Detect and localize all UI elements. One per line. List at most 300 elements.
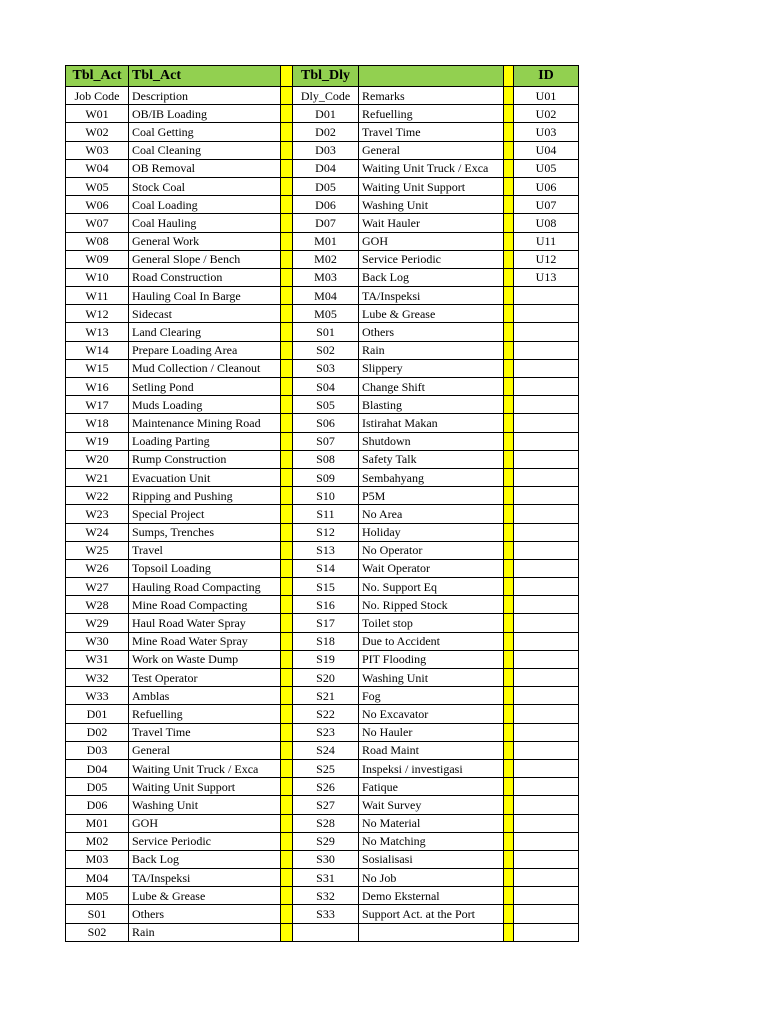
description-cell: General Slope / Bench — [129, 250, 281, 268]
separator-cell — [504, 869, 514, 887]
job-code-cell: W32 — [66, 669, 129, 687]
description-cell: TA/Inspeksi — [129, 869, 281, 887]
remarks-cell: Refuelling — [359, 105, 504, 123]
separator-cell — [281, 450, 293, 468]
separator-cell — [504, 323, 514, 341]
separator-cell — [504, 414, 514, 432]
table-row — [66, 814, 579, 832]
description-cell: Maintenance Mining Road — [129, 414, 281, 432]
job-code-cell: M03 — [66, 850, 129, 868]
description-cell: Rain — [129, 923, 281, 941]
description-cell: Sumps, Trenches — [129, 523, 281, 541]
separator-cell — [281, 378, 293, 396]
header-tbl-act-description: Tbl_Act — [129, 66, 281, 87]
separator-cell — [281, 814, 293, 832]
separator-cell — [281, 305, 293, 323]
id-cell — [514, 705, 579, 723]
job-code-cell: W25 — [66, 541, 129, 559]
description-cell: Special Project — [129, 505, 281, 523]
table-row — [66, 505, 579, 523]
id-cell — [514, 887, 579, 905]
remarks-cell: No. Support Eq — [359, 578, 504, 596]
remarks-cell: Istirahat Makan — [359, 414, 504, 432]
delay-code-cell: S29 — [293, 832, 359, 850]
description-cell: Amblas — [129, 687, 281, 705]
job-code-cell: W04 — [66, 159, 129, 177]
delay-code-cell: S07 — [293, 432, 359, 450]
separator-cell — [504, 214, 514, 232]
id-cell — [514, 432, 579, 450]
id-cell — [514, 541, 579, 559]
separator-cell — [281, 196, 293, 214]
separator-cell — [504, 632, 514, 650]
table-row — [66, 487, 579, 505]
delay-code-cell: S09 — [293, 468, 359, 486]
table-row — [66, 105, 579, 123]
table-row — [66, 250, 579, 268]
description-cell: Service Periodic — [129, 832, 281, 850]
description-cell: Hauling Coal In Barge — [129, 287, 281, 305]
header-tbl-dly-code: Tbl_Dly — [293, 66, 359, 87]
description-cell: General Work — [129, 232, 281, 250]
delay-code-cell: M04 — [293, 287, 359, 305]
separator-cell — [281, 759, 293, 777]
description-cell: Road Construction — [129, 268, 281, 286]
description-cell: Test Operator — [129, 669, 281, 687]
remarks-cell: No Area — [359, 505, 504, 523]
id-cell: U11 — [514, 232, 579, 250]
separator-cell — [504, 232, 514, 250]
job-code-cell: W07 — [66, 214, 129, 232]
separator-cell — [504, 541, 514, 559]
remarks-cell: Waiting Unit Truck / Exca — [359, 159, 504, 177]
job-code-cell: M05 — [66, 887, 129, 905]
table-row — [66, 268, 579, 286]
description-cell: OB/IB Loading — [129, 105, 281, 123]
job-code-cell: W28 — [66, 596, 129, 614]
remarks-cell: Fatique — [359, 778, 504, 796]
table-row — [66, 796, 579, 814]
separator-cell — [504, 687, 514, 705]
separator-cell — [504, 796, 514, 814]
delay-code-cell: D05 — [293, 177, 359, 195]
separator-cell — [281, 141, 293, 159]
job-code-cell: W24 — [66, 523, 129, 541]
id-cell — [514, 832, 579, 850]
separator-cell — [281, 268, 293, 286]
id-cell — [514, 850, 579, 868]
remarks-cell: Toilet stop — [359, 614, 504, 632]
id-cell — [514, 905, 579, 923]
remarks-cell: Wait Operator — [359, 559, 504, 577]
remarks-cell: Shutdown — [359, 432, 504, 450]
job-code-cell: D06 — [66, 796, 129, 814]
description-cell: Loading Parting — [129, 432, 281, 450]
separator-cell — [504, 705, 514, 723]
codes-table — [65, 65, 579, 942]
id-cell — [514, 869, 579, 887]
separator-cell — [504, 432, 514, 450]
table-row — [66, 687, 579, 705]
table-row — [66, 923, 579, 941]
description-cell: Waiting Unit Support — [129, 778, 281, 796]
remarks-cell: TA/Inspeksi — [359, 287, 504, 305]
description-cell: GOH — [129, 814, 281, 832]
description-cell: Stock Coal — [129, 177, 281, 195]
id-cell — [514, 578, 579, 596]
remarks-cell: Wait Survey — [359, 796, 504, 814]
description-cell: Travel Time — [129, 723, 281, 741]
remarks-cell: Sosialisasi — [359, 850, 504, 868]
delay-code-cell: M03 — [293, 268, 359, 286]
separator-cell — [281, 705, 293, 723]
job-code-cell: W18 — [66, 414, 129, 432]
remarks-cell — [359, 923, 504, 941]
separator-cell — [281, 541, 293, 559]
description-cell: Haul Road Water Spray — [129, 614, 281, 632]
remarks-cell: Slippery — [359, 359, 504, 377]
separator-cell — [504, 923, 514, 941]
delay-code-cell: D02 — [293, 123, 359, 141]
separator-cell — [281, 887, 293, 905]
separator-cell — [504, 305, 514, 323]
id-cell — [514, 687, 579, 705]
separator-cell — [281, 669, 293, 687]
separator-cell — [281, 287, 293, 305]
description-cell: Rump Construction — [129, 450, 281, 468]
description-cell: Muds Loading — [129, 396, 281, 414]
id-cell: U02 — [514, 105, 579, 123]
job-code-cell: W14 — [66, 341, 129, 359]
table-row — [66, 323, 579, 341]
job-code-cell: W15 — [66, 359, 129, 377]
table-row — [66, 905, 579, 923]
job-code-cell: W05 — [66, 177, 129, 195]
remarks-cell: Road Maint — [359, 741, 504, 759]
table-row — [66, 632, 579, 650]
id-cell — [514, 468, 579, 486]
id-cell: U06 — [514, 177, 579, 195]
delay-code-cell: S24 — [293, 741, 359, 759]
id-cell: U04 — [514, 141, 579, 159]
separator-cell — [281, 232, 293, 250]
table-row — [66, 305, 579, 323]
table-row — [66, 396, 579, 414]
description-cell: Travel — [129, 541, 281, 559]
delay-code-cell: S26 — [293, 778, 359, 796]
delay-code-cell: S33 — [293, 905, 359, 923]
subheader-job-code: Job Code — [66, 87, 129, 105]
separator-cell — [281, 578, 293, 596]
id-cell — [514, 414, 579, 432]
id-cell — [514, 323, 579, 341]
delay-code-cell: S17 — [293, 614, 359, 632]
id-cell — [514, 378, 579, 396]
description-cell: Back Log — [129, 850, 281, 868]
separator-cell — [281, 778, 293, 796]
id-cell — [514, 650, 579, 668]
remarks-cell: Travel Time — [359, 123, 504, 141]
separator-cell — [504, 196, 514, 214]
remarks-cell: Wait Hauler — [359, 214, 504, 232]
job-code-cell: D02 — [66, 723, 129, 741]
separator-cell — [281, 105, 293, 123]
separator-cell — [504, 723, 514, 741]
job-code-cell: D05 — [66, 778, 129, 796]
separator-cell — [504, 468, 514, 486]
header-id: ID — [514, 66, 579, 87]
id-cell — [514, 796, 579, 814]
table-row — [66, 177, 579, 195]
delay-code-cell: D04 — [293, 159, 359, 177]
description-cell: Mine Road Water Spray — [129, 632, 281, 650]
delay-code-cell: S21 — [293, 687, 359, 705]
job-code-cell: D04 — [66, 759, 129, 777]
table-row — [66, 414, 579, 432]
description-cell: Lube & Grease — [129, 887, 281, 905]
separator-cell — [504, 578, 514, 596]
table-row — [66, 741, 579, 759]
header-row — [66, 66, 579, 87]
remarks-cell: No Excavator — [359, 705, 504, 723]
separator-cell — [504, 177, 514, 195]
separator-cell — [504, 523, 514, 541]
delay-code-cell: S20 — [293, 669, 359, 687]
table-row — [66, 614, 579, 632]
remarks-cell: Safety Talk — [359, 450, 504, 468]
job-code-cell: W17 — [66, 396, 129, 414]
id-cell — [514, 359, 579, 377]
job-code-cell: W01 — [66, 105, 129, 123]
table-row — [66, 705, 579, 723]
id-cell: U03 — [514, 123, 579, 141]
table-row — [66, 869, 579, 887]
header-tbl-act-code: Tbl_Act — [66, 66, 129, 87]
subheader-description: Description — [129, 87, 281, 105]
job-code-cell: W11 — [66, 287, 129, 305]
description-cell: Coal Loading — [129, 196, 281, 214]
job-code-cell: S01 — [66, 905, 129, 923]
separator-cell — [281, 487, 293, 505]
id-cell — [514, 632, 579, 650]
job-code-cell: W03 — [66, 141, 129, 159]
id-cell — [514, 614, 579, 632]
job-code-cell: W26 — [66, 559, 129, 577]
table-row — [66, 432, 579, 450]
job-code-cell: W21 — [66, 468, 129, 486]
id-cell — [514, 396, 579, 414]
separator-cell — [504, 814, 514, 832]
description-cell: Topsoil Loading — [129, 559, 281, 577]
separator-cell — [504, 450, 514, 468]
description-cell: Refuelling — [129, 705, 281, 723]
delay-code-cell: S28 — [293, 814, 359, 832]
separator-cell — [504, 741, 514, 759]
description-cell: General — [129, 741, 281, 759]
delay-code-cell: S05 — [293, 396, 359, 414]
separator-cell — [281, 468, 293, 486]
delay-code-cell — [293, 923, 359, 941]
separator-cell — [281, 687, 293, 705]
table-row — [66, 541, 579, 559]
remarks-cell: Sembahyang — [359, 468, 504, 486]
description-cell: Work on Waste Dump — [129, 650, 281, 668]
table-row — [66, 468, 579, 486]
table-row — [66, 596, 579, 614]
separator-cell — [281, 523, 293, 541]
job-code-cell: M02 — [66, 832, 129, 850]
separator-cell — [504, 850, 514, 868]
separator-cell — [281, 596, 293, 614]
remarks-cell: Waiting Unit Support — [359, 177, 504, 195]
separator-cell — [504, 378, 514, 396]
table-row — [66, 341, 579, 359]
delay-code-cell: S14 — [293, 559, 359, 577]
separator-cell — [281, 123, 293, 141]
id-cell — [514, 523, 579, 541]
remarks-cell: Washing Unit — [359, 669, 504, 687]
description-cell: OB Removal — [129, 159, 281, 177]
separator-cell — [281, 359, 293, 377]
remarks-cell: General — [359, 141, 504, 159]
separator-cell — [281, 869, 293, 887]
description-cell: Others — [129, 905, 281, 923]
separator-cell — [504, 396, 514, 414]
job-code-cell: S02 — [66, 923, 129, 941]
delay-code-cell: D07 — [293, 214, 359, 232]
job-code-cell: M04 — [66, 869, 129, 887]
job-code-cell: W30 — [66, 632, 129, 650]
id-cell — [514, 669, 579, 687]
table-row — [66, 232, 579, 250]
id-cell — [514, 596, 579, 614]
table-row — [66, 832, 579, 850]
table-row — [66, 214, 579, 232]
job-code-cell: W09 — [66, 250, 129, 268]
id-cell — [514, 759, 579, 777]
job-code-cell: D03 — [66, 741, 129, 759]
separator-cell — [281, 741, 293, 759]
job-code-cell: W23 — [66, 505, 129, 523]
remarks-cell: Due to Accident — [359, 632, 504, 650]
remarks-cell: No. Ripped Stock — [359, 596, 504, 614]
id-cell — [514, 341, 579, 359]
separator-cell — [504, 832, 514, 850]
remarks-cell: Service Periodic — [359, 250, 504, 268]
remarks-cell: Lube & Grease — [359, 305, 504, 323]
delay-code-cell: S22 — [293, 705, 359, 723]
remarks-cell: Holiday — [359, 523, 504, 541]
table-row — [66, 669, 579, 687]
table-row — [66, 887, 579, 905]
id-cell — [514, 723, 579, 741]
separator-cell — [281, 832, 293, 850]
job-code-cell: W33 — [66, 687, 129, 705]
separator-cell — [281, 432, 293, 450]
separator-cell — [281, 177, 293, 195]
separator-cell — [504, 66, 514, 87]
remarks-cell: No Hauler — [359, 723, 504, 741]
subheader-dly-code: Dly_Code — [293, 87, 359, 105]
job-code-cell: W16 — [66, 378, 129, 396]
description-cell: Waiting Unit Truck / Exca — [129, 759, 281, 777]
id-cell — [514, 814, 579, 832]
separator-cell — [281, 923, 293, 941]
delay-code-cell: M05 — [293, 305, 359, 323]
separator-cell — [504, 759, 514, 777]
id-cell — [514, 505, 579, 523]
remarks-cell: Demo Eksternal — [359, 887, 504, 905]
subheader-remarks: Remarks — [359, 87, 504, 105]
separator-cell — [504, 887, 514, 905]
description-cell: Land Clearing — [129, 323, 281, 341]
description-cell: Setling Pond — [129, 378, 281, 396]
separator-cell — [504, 123, 514, 141]
separator-cell — [504, 250, 514, 268]
job-code-cell: W31 — [66, 650, 129, 668]
separator-cell — [504, 559, 514, 577]
table-row — [66, 559, 579, 577]
remarks-cell: Back Log — [359, 268, 504, 286]
job-code-cell: W06 — [66, 196, 129, 214]
table-row — [66, 196, 579, 214]
separator-cell — [281, 396, 293, 414]
subheader-id: U01 — [514, 87, 579, 105]
remarks-cell: No Operator — [359, 541, 504, 559]
separator-cell — [281, 505, 293, 523]
delay-code-cell: M02 — [293, 250, 359, 268]
job-code-cell: W20 — [66, 450, 129, 468]
delay-code-cell: S27 — [293, 796, 359, 814]
separator-cell — [504, 505, 514, 523]
separator-cell — [504, 159, 514, 177]
table-row — [66, 723, 579, 741]
remarks-cell: Fog — [359, 687, 504, 705]
separator-cell — [504, 287, 514, 305]
separator-cell — [281, 614, 293, 632]
delay-code-cell: S25 — [293, 759, 359, 777]
delay-code-cell: S30 — [293, 850, 359, 868]
table-row — [66, 159, 579, 177]
job-code-cell: W10 — [66, 268, 129, 286]
job-code-cell: W22 — [66, 487, 129, 505]
table-row — [66, 359, 579, 377]
remarks-cell: GOH — [359, 232, 504, 250]
remarks-cell: No Job — [359, 869, 504, 887]
description-cell: Mine Road Compacting — [129, 596, 281, 614]
description-cell: Coal Getting — [129, 123, 281, 141]
id-cell: U08 — [514, 214, 579, 232]
remarks-cell: P5M — [359, 487, 504, 505]
delay-code-cell: S08 — [293, 450, 359, 468]
remarks-cell: Washing Unit — [359, 196, 504, 214]
delay-code-cell: S10 — [293, 487, 359, 505]
description-cell: Mud Collection / Cleanout — [129, 359, 281, 377]
table-row — [66, 141, 579, 159]
separator-cell — [281, 632, 293, 650]
delay-code-cell: S16 — [293, 596, 359, 614]
delay-code-cell: D06 — [293, 196, 359, 214]
id-cell — [514, 487, 579, 505]
separator-cell — [281, 66, 293, 87]
table-row — [66, 650, 579, 668]
subheader-row — [66, 87, 579, 105]
separator-cell — [281, 323, 293, 341]
delay-code-cell: S32 — [293, 887, 359, 905]
remarks-cell: Inspeksi / investigasi — [359, 759, 504, 777]
separator-cell — [504, 141, 514, 159]
delay-code-cell: S19 — [293, 650, 359, 668]
